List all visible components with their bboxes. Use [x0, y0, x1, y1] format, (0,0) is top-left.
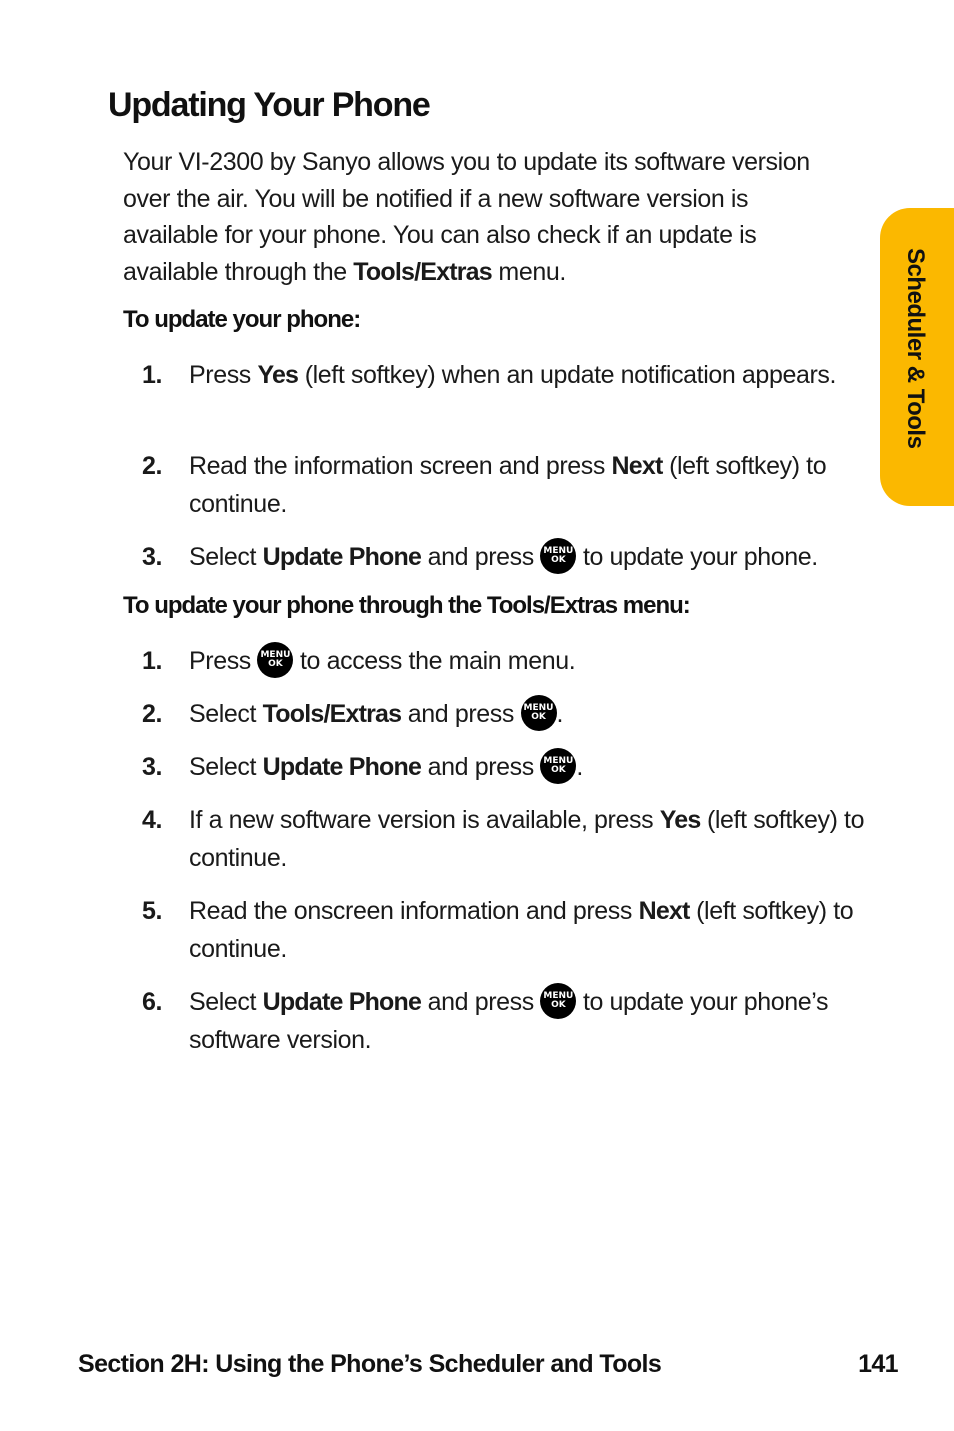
page-footer: [78, 1350, 898, 1379]
menu-ok-key-icon: MENU OK: [540, 983, 576, 1019]
tools-extras-term: Tools/Extras: [353, 257, 492, 286]
step-number: 1.: [142, 361, 163, 389]
step-number: 3.: [142, 543, 163, 571]
menu-ok-key-icon: MENU OK: [540, 538, 576, 574]
step-number: 6.: [142, 988, 163, 1016]
menu-ok-key-icon: MENU OK: [540, 748, 576, 784]
list-item: 2. Read the information screen and press Next (left softkey) to continue.: [189, 447, 879, 523]
list-item: 6. Select Update Phone and press MENU OK to update your phone’s software version.: [189, 983, 879, 1059]
step-number: 4.: [142, 806, 163, 834]
list-item: 2. Select Tools/Extras and press MENU OK .: [189, 695, 879, 733]
list-item: 5. Read the onscreen information and press Next (left softkey) to continue.: [189, 892, 879, 968]
list-item: 1. Press MENU OK to access the main menu.: [189, 642, 879, 680]
step-number: 2.: [142, 700, 163, 728]
list-item: 4. If a new software version is available, press Yes (left softkey) to continue.: [189, 801, 879, 877]
list-item: 3. Select Update Phone and press MENU OK .: [189, 748, 879, 786]
intro-paragraph: Your VI-2300 by Sanyo allows you to update its software version over the air. You will be notified if a new software version is available for your phone. You can also check if an update is available through the Tools/Extras menu.: [123, 148, 810, 286]
footer-section-title: Section 2H: Using the Phone’s Scheduler and Tools: [78, 1350, 662, 1378]
step-number: 1.: [142, 647, 163, 675]
step-number: 2.: [142, 452, 163, 480]
list-item: 1. Press Yes (left softkey) when an update notification appears.: [189, 356, 879, 394]
page-title: Updating Your Phone: [108, 86, 430, 124]
step-number: 3.: [142, 753, 163, 781]
section2-heading: To update your phone through the Tools/Extras menu:: [123, 592, 690, 619]
list-item: 3. Select Update Phone and press MENU OK to update your phone.: [189, 538, 879, 576]
section1-heading: To update your phone:: [123, 306, 361, 333]
menu-ok-key-icon: MENU OK: [257, 642, 293, 678]
page-number: 141: [858, 1350, 898, 1378]
side-tab-label: Scheduler & Tools: [902, 248, 929, 449]
menu-ok-key-icon: MENU OK: [521, 695, 557, 731]
step-number: 5.: [142, 897, 163, 925]
